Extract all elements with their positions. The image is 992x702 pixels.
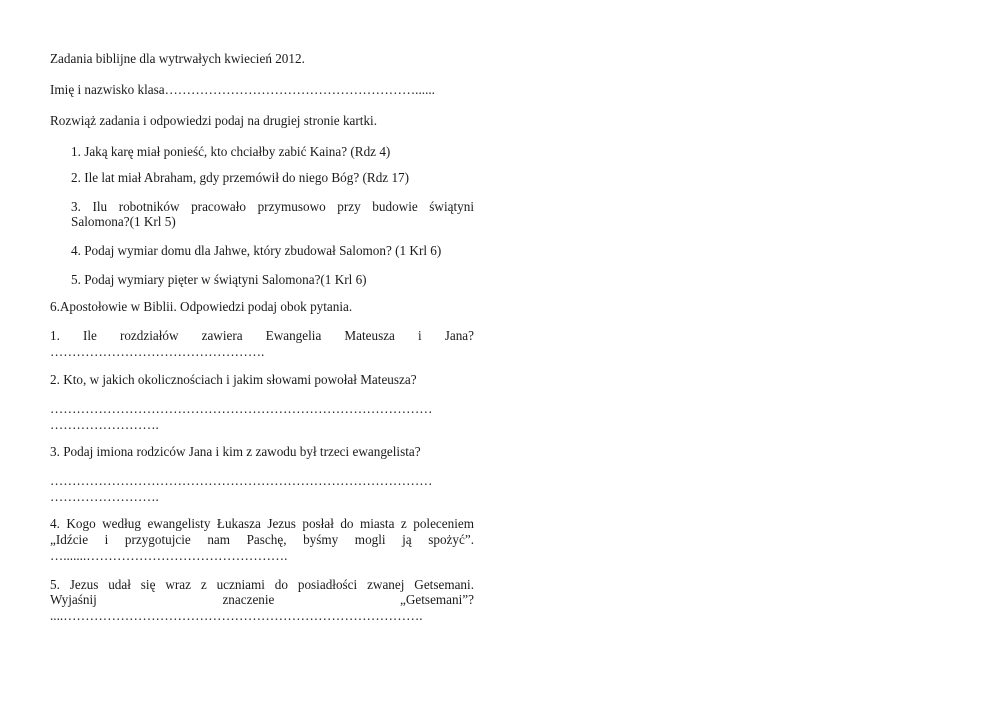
- apostles-question-3-answer-line-2: …………………….: [50, 489, 159, 504]
- question-5: 5. Podaj wymiary pięter w świątyni Salomona?(1 Krl 6): [71, 272, 367, 287]
- apostles-question-5-line-1: 5. Jezus udał się wraz z uczniami do posiadłości zwanej Getsemani.: [50, 577, 474, 592]
- apostles-question-2-answer-line-2: …………………….: [50, 417, 159, 432]
- apostles-question-2: 2. Kto, w jakich okolicznościach i jakim słowami powołał Mateusza?: [50, 372, 417, 387]
- instruction-text: Rozwiąż zadania i odpowiedzi podaj na drugiej stronie kartki.: [50, 113, 378, 128]
- worksheet-title: Zadania biblijne dla wytrwałych kwiecień 2012.: [50, 51, 305, 66]
- apostles-heading: 6.Apostołowie w Biblii. Odpowiedzi podaj obok pytania.: [50, 299, 353, 314]
- apostles-question-3-answer-line-1: ……………………………………………………………………………: [50, 473, 433, 488]
- question-4: 4. Podaj wymiar domu dla Jahwe, który zbudował Salomon? (1 Krl 6): [71, 243, 442, 258]
- question-1: 1. Jaką karę miał ponieść, kto chciałby zabić Kaina? (Rdz 4): [71, 144, 391, 159]
- question-3-line-1: 3. Ilu robotników pracowało przymusowo przy budowie świątyni: [71, 199, 474, 214]
- apostles-question-5-line-2: Wyjaśnij znaczenie „Getsemani”?: [50, 592, 474, 607]
- apostles-question-4-line-2: „Idźcie i przygotujcie nam Paschę, byśmy mogli ją spożyć”.: [50, 532, 474, 547]
- question-2: 2. Ile lat miał Abraham, gdy przemówił do niego Bóg? (Rdz 17): [71, 170, 410, 185]
- question-3-line-2: Salomona?(1 Krl 5): [71, 214, 176, 229]
- apostles-question-4-answer: ….......……………………………………….: [50, 548, 288, 563]
- apostles-question-1-line-1: 1. Ile rozdziałów zawiera Ewangelia Mateusza i Jana?: [50, 328, 474, 343]
- apostles-question-4-line-1: 4. Kogo według ewangelisty Łukasza Jezus posłał do miasta z poleceniem: [50, 516, 474, 531]
- apostles-question-2-answer-line-1: ……………………………………………………………………………: [50, 401, 433, 416]
- apostles-question-1-answer: ………………………………………….: [50, 344, 265, 359]
- name-class-field: Imię i nazwisko klasa…………………………………………………......: [50, 82, 435, 97]
- apostles-question-5-answer: ....……………………………………………………………………….: [50, 608, 423, 623]
- apostles-question-3: 3. Podaj imiona rodziców Jana i kim z zawodu był trzeci ewangelista?: [50, 444, 421, 459]
